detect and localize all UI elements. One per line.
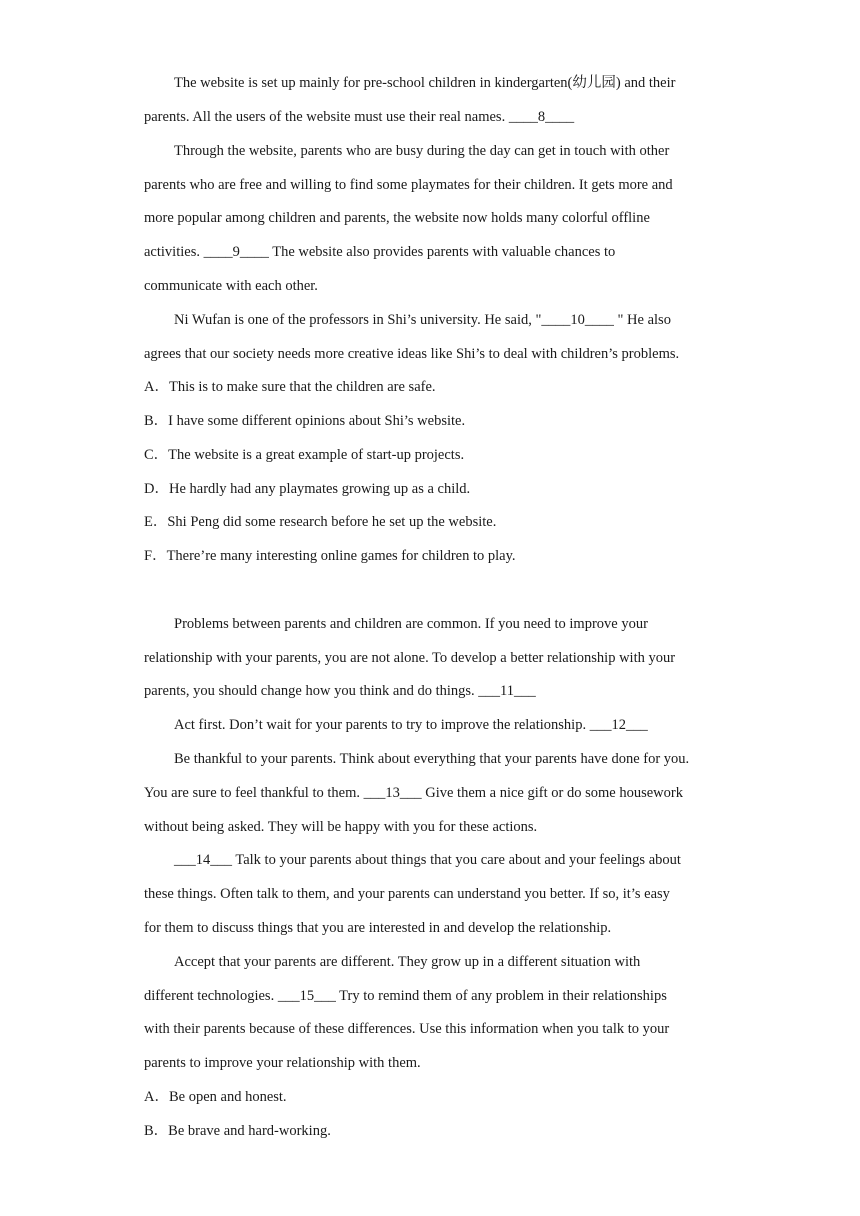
paragraph-line: with their parents because of these differences. Use this information when you talk to your — [144, 1021, 670, 1037]
paragraph-line: Through the website, parents who are busy during the day can get in touch with other — [174, 143, 670, 159]
paragraph-line: You are sure to feel thankful to them. ___13___ Give them a nice gift or do some housework — [144, 785, 683, 801]
paragraph-line: these things. Often talk to them, and your parents can understand you better. If so, it’s easy — [144, 886, 670, 902]
paragraph-line: Ni Wufan is one of the professors in Shi’s university. He said, "____10____ " He also — [174, 312, 671, 328]
paragraph-line: without being asked. They will be happy with you for these actions. — [144, 819, 538, 835]
paragraph-line: for them to discuss things that you are interested in and develop the relationship. — [144, 920, 612, 936]
paragraph-line: parents, you should change how you think and do things. ___11___ — [144, 683, 536, 699]
option-b: B．I have some different opinions about Shi’s website. — [144, 413, 466, 429]
paragraph-line: more popular among children and parents, the website now holds many colorful offline — [144, 210, 650, 226]
option-c: C．The website is a great example of start-up projects. — [144, 447, 465, 463]
paragraph-line: Be thankful to your parents. Think about everything that your parents have done for you. — [174, 751, 690, 767]
paragraph-line: communicate with each other. — [144, 278, 318, 294]
paragraph-line: parents to improve your relationship with them. — [144, 1055, 421, 1071]
paragraph-line: different technologies. ___15___ Try to remind them of any problem in their relationships — [144, 988, 667, 1004]
option-e: E．Shi Peng did some research before he set up the website. — [144, 514, 497, 530]
paragraph-line: ___14___ Talk to your parents about things that you care about and your feelings about — [174, 852, 681, 868]
paragraph-line: Act first. Don’t wait for your parents to try to improve the relationship. ___12___ — [174, 717, 648, 733]
paragraph-line: Accept that your parents are different. They grow up in a different situation with — [174, 954, 641, 970]
paragraph-line: activities. ____9____ The website also provides parents with valuable chances to — [144, 244, 616, 260]
paragraph-line: parents. All the users of the website must use their real names. ____8____ — [144, 109, 575, 125]
option-d: D．He hardly had any playmates growing up as a child. — [144, 481, 471, 497]
paragraph-line: The website is set up mainly for pre-school children in kindergarten(幼儿园) and their — [174, 75, 676, 91]
paragraph-line: parents who are free and willing to find some playmates for their children. It gets more and — [144, 177, 673, 193]
option-a: A．This is to make sure that the children are safe. — [144, 379, 436, 395]
option-f: F．There’re many interesting online games for children to play. — [144, 548, 516, 564]
option-b: B．Be brave and hard-working. — [144, 1123, 331, 1139]
paragraph-line: agrees that our society needs more creative ideas like Shi’s to deal with children’s problems. — [144, 346, 680, 362]
paragraph-line: relationship with your parents, you are not alone. To develop a better relationship with your — [144, 650, 676, 666]
option-a: A．Be open and honest. — [144, 1089, 287, 1105]
paragraph-line: Problems between parents and children are common. If you need to improve your — [174, 616, 648, 632]
